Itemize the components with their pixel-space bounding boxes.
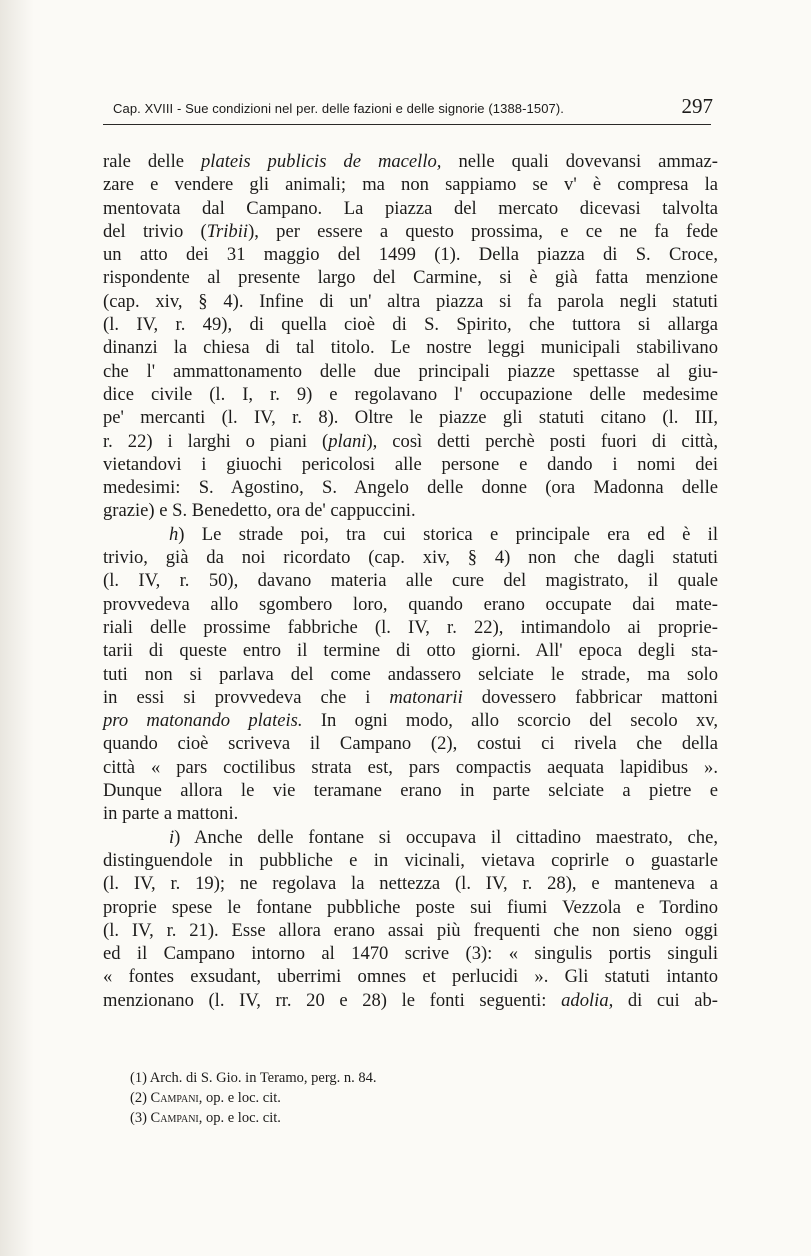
text-line [103,663,718,686]
italic-segment: adolia, [561,989,614,1011]
text-segment: nelle quali dovevansi ammaz- [441,151,718,172]
text-segment: mentovata dal Campano. La piazza del mercato dicevasi talvolta [103,197,718,219]
page-number: 297 [681,94,713,118]
text-line [103,919,718,942]
text-line [103,826,718,849]
text-segment: grazie) e S. Benedetto, ora de' cappuccini. [103,500,416,522]
text-segment: di cui ab- [613,989,718,1011]
text-line [103,453,718,476]
text-line [103,173,718,196]
text-line [103,569,718,592]
footnote-text: (1) Arch. di S. Gio. in Teramo, perg. n. 84. [130,1070,377,1086]
footnote-text: , op. e loc. cit. [198,1110,281,1126]
text-segment: del trivio ( [103,220,207,242]
text-line [103,965,718,988]
text-line [103,383,718,406]
text-line [103,336,718,359]
text-line [103,942,718,965]
footnote [130,1088,550,1108]
text-line [103,313,718,336]
text-segment: (l. IV, r. 19); ne regolava la nettezza (l. IV, r. 28), e manteneva a [103,873,718,895]
text-line [103,476,718,499]
text-segment: ), per essere a questo prossima, e ce ne fa fede [248,220,718,242]
text-line [103,197,718,220]
text-segment: ) Anche delle fontane si occupava il cittadino maestrato, che, [174,826,718,848]
text-line [103,872,718,895]
footnote-text: , op. e loc. cit. [198,1090,281,1106]
text-line [103,499,718,522]
text-line [103,756,718,779]
text-segment: rispondente al presente largo del Carmine, si è già fatta menzione [103,267,718,289]
text-line [103,732,718,755]
text-segment: proprie spese le fontane pubbliche poste sui fiumi Vezzola e Tordino [103,896,718,918]
text-segment: città « pars coctilibus strata est, pars compactis aequata lapidibus ». [103,756,718,778]
italic-segment: i [169,826,175,848]
body-text [103,150,718,1012]
text-segment: provvedeva allo sgombero loro, quando erano occupate dai mate- [103,593,718,615]
text-segment: in parte a mattoni. [103,803,239,825]
author-smallcaps: Campani [150,1090,199,1106]
text-segment: tarii di queste entro il termine di otto giorni. All' epoca degli sta- [103,640,718,662]
text-segment: « fontes exsudant, uberrimi omnes et perlucidi ». Gli statuti intanto [103,966,718,988]
text-line [103,220,718,243]
italic-segment: pro matonando plateis. [103,710,303,732]
text-segment: r. 22) i larghi o piani ( [103,430,329,452]
text-line [103,593,718,616]
italic-segment: plateis publicis de macello, [200,151,442,172]
italic-segment: Tribii [206,220,249,242]
text-segment: medesimi: S. Agostino, S. Angelo delle donne (ora Madonna delle [103,477,718,499]
text-segment: quando cioè scriveva il Campano (2), costui ci rivela che della [103,733,718,755]
text-line [103,639,718,662]
italic-segment: plani [328,430,367,452]
text-line [103,430,718,453]
page-edge-shadow [0,0,34,1256]
text-segment: dice civile (l. I, r. 9) e regolavano l' occupazione delle medesime [103,383,718,405]
text-segment: (l. IV, r. 49), di quella cioè di S. Spirito, che tuttora si allarga [103,314,718,336]
text-line [103,290,718,313]
text-segment: rale delle [103,151,201,172]
text-segment: trivio, già da noi ricordato (cap. xiv, § 4) non che dagli statuti [103,547,718,569]
text-segment: dinanzi la chiesa di tal titolo. Le nostre leggi municipali stabilivano [103,337,718,359]
text-line [103,686,718,709]
text-segment: menzionano (l. IV, rr. 20 e 28) le fonti seguenti: [103,989,562,1011]
text-segment: (l. IV, r. 50), davano materia alle cure del magistrato, il quale [103,570,718,592]
text-line [103,616,718,639]
footnote [130,1068,550,1088]
footnote-text: (2) [130,1090,151,1106]
page-header [113,94,713,119]
text-segment: (l. IV, r. 21). Esse allora erano assai più frequenti che non sieno oggi [103,919,718,941]
running-head: Cap. XVIII - Sue condizioni nel per. delle fazioni e delle signorie (1388-1507). [113,101,564,116]
text-line [103,779,718,802]
text-line [103,709,718,732]
author-smallcaps: Campani [150,1110,199,1126]
text-line [103,546,718,569]
text-line [103,896,718,919]
italic-segment: h [169,523,179,545]
text-segment: Dunque allora le vie teramane erano in parte selciate a pietre e [103,780,718,802]
text-line [103,849,718,872]
footnotes [130,1068,550,1128]
text-segment: dovessero fabbricar mattoni [462,686,718,708]
header-rule [103,124,711,125]
text-segment: ), così detti perchè posti fuori di città, [366,430,718,452]
italic-segment: matonarii [389,686,463,708]
text-segment: (cap. xiv, § 4). Infine di un' altra piazza si fa parola negli statuti [103,290,718,312]
text-segment: ) Le strade poi, tra cui storica e principale era ed è il [178,523,718,545]
text-line [103,243,718,266]
text-segment: riali delle prossime fabbriche (l. IV, r. 22), intimandolo ai proprie- [103,616,718,638]
text-segment: distinguendole in pubbliche e in vicinali, vietava coprirle o guastarle [103,849,718,871]
text-line [103,523,718,546]
text-segment: vietandovi i giuochi pericolosi alle persone e dando i nomi dei [103,453,718,475]
text-segment: in essi si provvedeva che i [103,686,390,708]
text-segment: zare e vendere gli animali; ma non sappiamo se v' è compresa la [103,174,718,196]
text-line [103,802,718,825]
text-line [103,266,718,289]
text-line [103,406,718,429]
text-segment: che l' ammattonamento delle due principali piazze spettasse al giu- [103,360,718,382]
text-line [103,989,718,1012]
text-segment: ed il Campano intorno al 1470 scrive (3): « singulis portis singuli [103,943,718,965]
footnote [130,1108,550,1128]
text-segment: un atto dei 31 maggio del 1499 (1). Della piazza di S. Croce, [103,244,718,266]
footnote-text: (3) [130,1110,151,1126]
text-segment: pe' mercanti (l. IV, r. 8). Oltre le piazze gli statuti citano (l. III, [103,407,718,429]
text-line [103,360,718,383]
text-line [103,150,718,173]
text-segment: tuti non si parlava del come andassero selciate le strade, ma solo [103,663,718,685]
text-segment: In ogni modo, allo scorcio del secolo xv, [302,710,718,732]
